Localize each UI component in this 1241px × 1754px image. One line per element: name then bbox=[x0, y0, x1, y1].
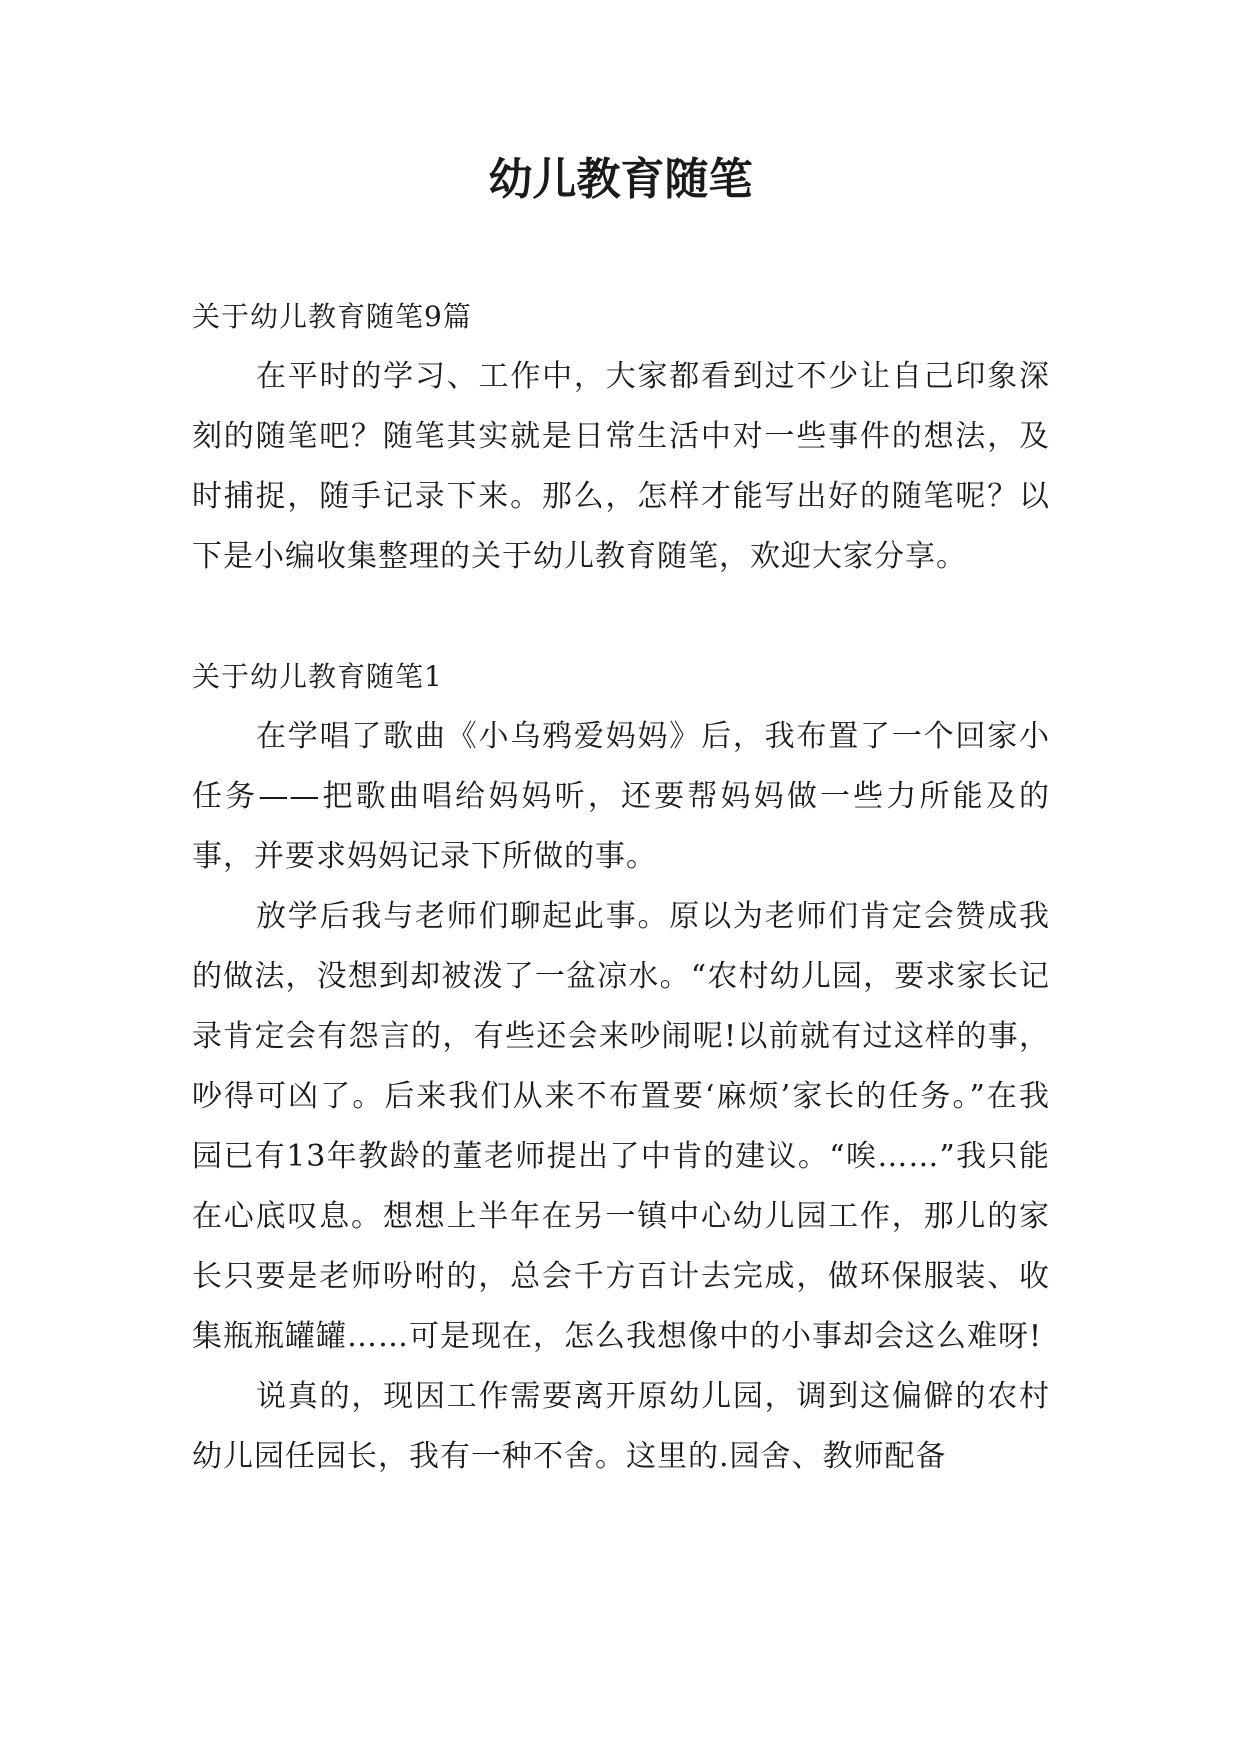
section1-paragraph-2: 放学后我与老师们聊起此事。原以为老师们肯定会赞成我的做法，没想到却被泼了一盆凉水。“农村幼儿园，要求家长记录肯定会有怨言的，有些还会来吵闹呢!以前就有过这样的事，吵得可凶了。后来我们从来不布置要‘麻烦’家长的任务。”在我园已有13年教龄的董老师提出了中肯的建议。“唉……”我只能在心底叹息。想想上半年在另一镇中心幼儿园工作，那儿的家长只要是老师吩咐的，总会千方百计去完成，做环保服装、收集瓶瓶罐罐……可是现在，怎么我想像中的小事却会这么难呀! bbox=[192, 899, 1050, 1354]
document-title: 幼儿教育随笔 bbox=[488, 154, 753, 205]
intro-paragraph: 在平时的学习、工作中，大家都看到过不少让自己印象深刻的随笔吧？随笔其实就是日常生活中对一些事件的想法，及时捕捉，随手记录下来。那么，怎样才能写出好的随笔呢？以下是小编收集整理的关于幼儿教育随笔，欢迎大家分享。 bbox=[192, 359, 1050, 574]
section1-paragraph-3: 说真的，现因工作需要离开原幼儿园，调到这偏僻的农村幼儿园任园长，我有一种不舍。这里的.园舍、教师配备 bbox=[192, 1379, 1050, 1474]
intro-heading: 关于幼儿教育随笔9篇 bbox=[192, 300, 472, 333]
document-body bbox=[192, 287, 1050, 1487]
section1-paragraph-1: 在学唱了歌曲《小乌鸦爱妈妈》后，我布置了一个回家小任务——把歌曲唱给妈妈听，还要帮妈妈做一些力所能及的事，并要求妈妈记录下所做的事。 bbox=[192, 719, 1050, 874]
section-spacer bbox=[192, 587, 1050, 647]
section1-heading: 关于幼儿教育随笔1 bbox=[192, 660, 443, 693]
